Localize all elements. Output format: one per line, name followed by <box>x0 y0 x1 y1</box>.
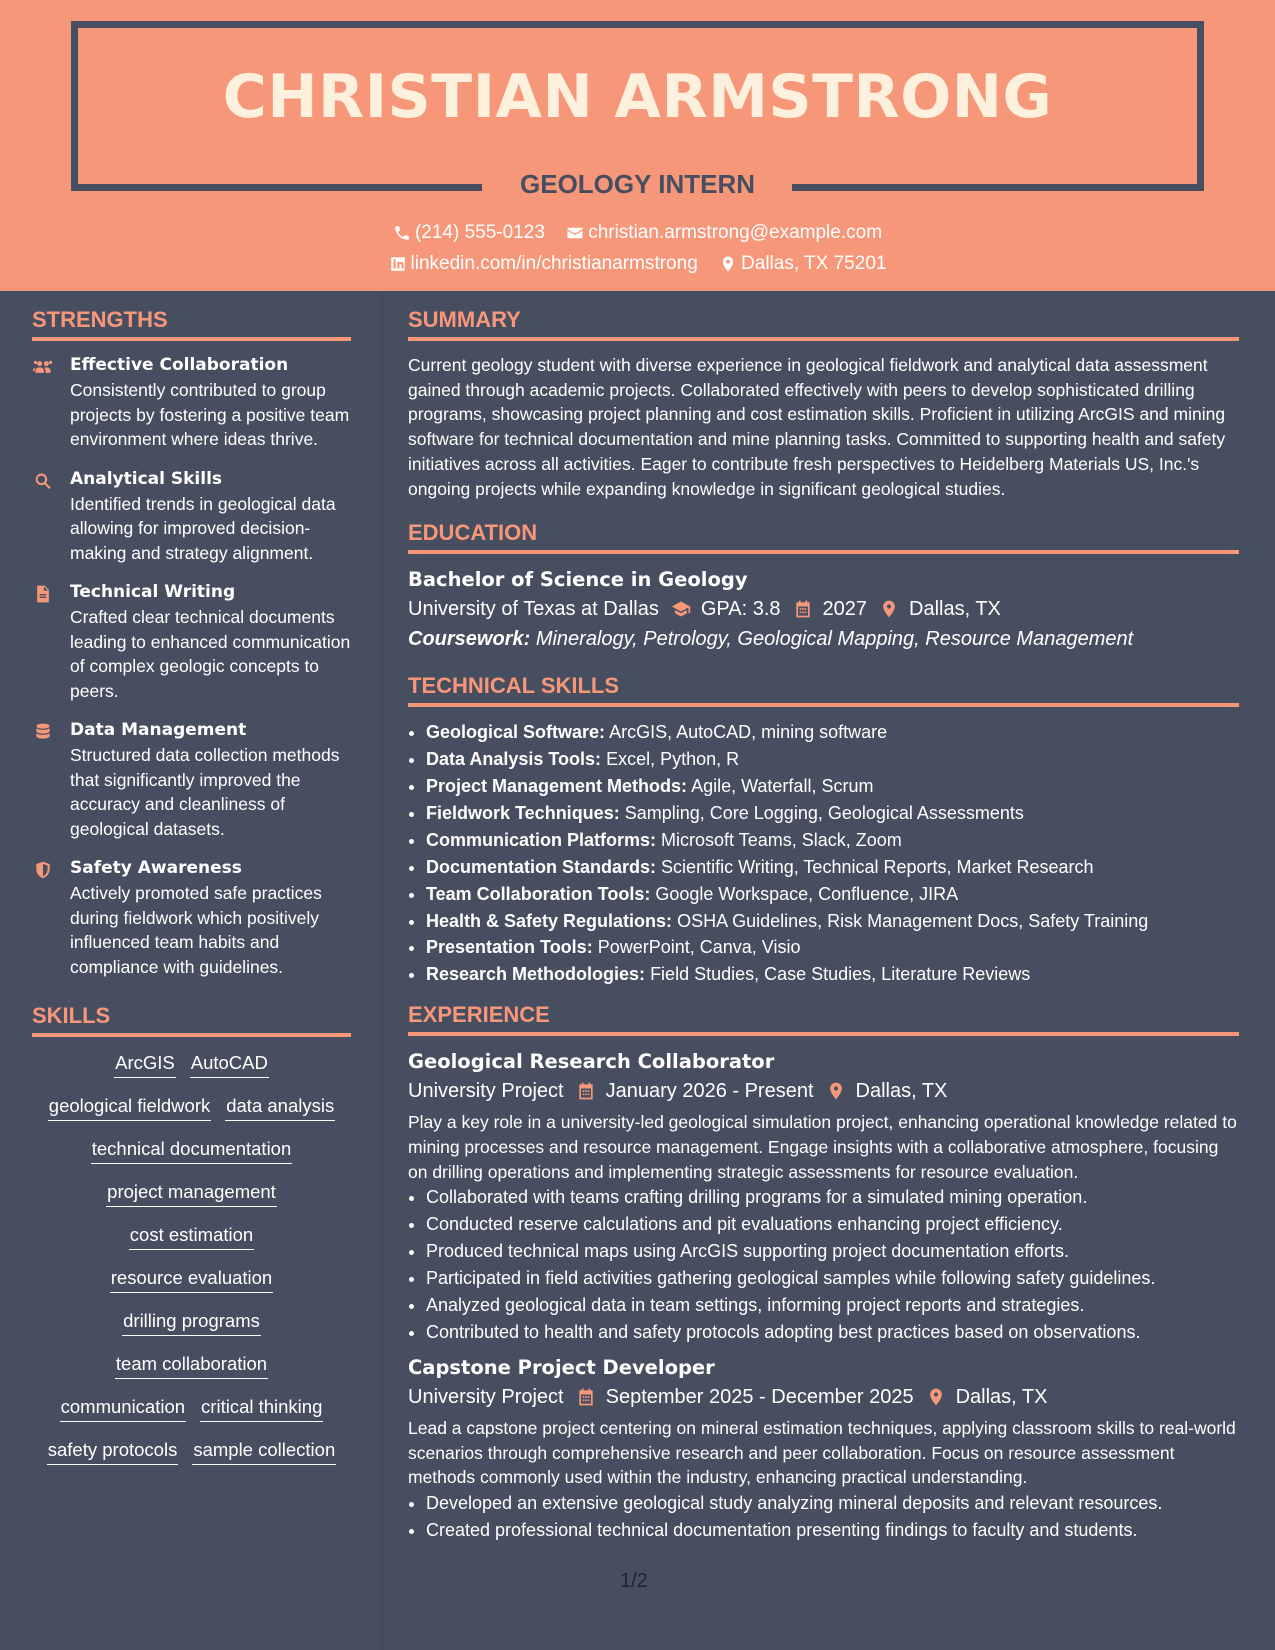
skill-row <box>32 1221 351 1250</box>
strength-body <box>70 718 351 841</box>
skill-row <box>32 1135 351 1164</box>
skill-tag: cost estimation <box>129 1221 254 1250</box>
technical-skill-value: Scientific Writing, Technical Reports, Market Research <box>661 856 1094 877</box>
strength-body <box>70 353 351 452</box>
job-bullet: • Analyzed geological data in team settings, informing project reports and strategies. <box>426 1292 1239 1319</box>
skill-row <box>32 1264 351 1293</box>
right-column <box>408 305 1239 1544</box>
calendar-icon <box>576 1081 596 1101</box>
map-pin-icon <box>719 255 737 273</box>
job-bullet: • Developed an extensive geological study analyzing mineral deposits and relevant resources. <box>426 1490 1239 1517</box>
experience-entry <box>408 1048 1239 1346</box>
calendar-icon <box>793 599 813 619</box>
job-location: Dallas, TX <box>955 1385 1048 1408</box>
job-title: Capstone Project Developer <box>408 1355 715 1379</box>
education-location: Dallas, TX <box>909 598 1001 621</box>
strength-item <box>32 467 351 566</box>
job-dates: January 2026 - Present <box>605 1080 814 1103</box>
coursework <box>408 624 1239 654</box>
technical-skill-label: Health & Safety Regulations: <box>426 910 673 931</box>
strength-icon-wrap <box>32 580 70 703</box>
technical-skill-label: Documentation Standards: <box>426 856 657 877</box>
coursework-label: Coursework: <box>408 628 531 651</box>
strengths-heading: STRENGTHS <box>32 305 351 341</box>
strength-description: Identified trends in geological data allowing for improved decision-making and strategy alignment. <box>70 493 336 563</box>
job-description: Lead a capstone project centering on mineral estimation techniques, applying classroom skills to real-world scenarios through comprehensive research and peer collaboration. Focus on resource assessment methods commonly used within the industry, enhancing practical understanding. <box>408 1417 1236 1488</box>
technical-skill-value: Google Workspace, Confluence, JIRA <box>655 883 959 904</box>
technical-skill-value: ArcGIS, AutoCAD, mining software <box>609 722 888 743</box>
skill-tag: data analysis <box>225 1092 335 1121</box>
skill-tag: AutoCAD <box>190 1049 269 1078</box>
strength-title: Analytical Skills <box>70 468 223 489</box>
technical-skill-value: Excel, Python, R <box>606 749 740 770</box>
gpa-text: GPA: 3.8 <box>700 598 781 621</box>
skill-row <box>32 1092 351 1121</box>
map-pin-icon <box>926 1387 946 1407</box>
job-dates: September 2025 - December 2025 <box>605 1385 914 1408</box>
skill-tag: project management <box>106 1178 277 1207</box>
technical-skill-value: PowerPoint, Canva, Visio <box>597 937 801 958</box>
technical-skill-item <box>426 881 1239 908</box>
technical-skill-label: Research Methodologies: <box>426 964 646 985</box>
skill-tag: technical documentation <box>91 1135 293 1164</box>
education-heading: EDUCATION <box>408 518 1239 554</box>
experience-list <box>408 1048 1239 1543</box>
strength-title: Technical Writing <box>70 582 236 602</box>
skill-row <box>32 1178 351 1207</box>
strength-item <box>32 580 351 703</box>
experience-heading: EXPERIENCE <box>408 1000 1239 1036</box>
technical-skill-label: Presentation Tools: <box>426 937 593 958</box>
school-name: University of Texas at Dallas <box>408 598 659 621</box>
technical-skill-label: Team Collaboration Tools: <box>426 883 651 904</box>
technical-skill-value: OSHA Guidelines, Risk Management Docs, Safety Training <box>677 910 1149 931</box>
job-bullet: • Conducted reserve calculations and pit evaluations enhancing project efficiency. <box>426 1211 1239 1238</box>
job-bullet: • Participated in field activities gathering geological samples while following safety guidelines. <box>426 1265 1239 1292</box>
skill-row <box>32 1307 351 1336</box>
strength-description: Crafted clear technical documents leading to enhanced communication of complex geologic concepts to peers. <box>70 607 351 701</box>
technical-skill-item <box>426 961 1239 988</box>
skill-row <box>32 1393 351 1422</box>
degree-title: Bachelor of Science in Geology <box>408 568 748 592</box>
strength-body <box>70 856 351 979</box>
location-contact <box>719 252 886 276</box>
technical-skills-heading: TECHNICAL SKILLS <box>408 671 1239 707</box>
experience-entry <box>408 1354 1239 1544</box>
education-meta <box>408 594 1239 624</box>
graduation-cap-icon <box>671 599 691 619</box>
skill-tag: geological fieldwork <box>48 1092 211 1121</box>
skill-tag: ArcGIS <box>114 1049 176 1078</box>
shield-icon <box>32 860 54 880</box>
skill-row <box>32 1350 351 1379</box>
job-location: Dallas, TX <box>855 1080 948 1103</box>
email-contact[interactable] <box>566 221 882 245</box>
technical-skill-item <box>426 827 1239 854</box>
strength-title: Effective Collaboration <box>70 355 289 375</box>
contact-row-1 <box>0 221 1275 249</box>
strength-item <box>32 718 351 841</box>
phone-contact[interactable] <box>393 221 545 245</box>
technical-skill-item <box>426 908 1239 935</box>
technical-skill-label: Project Management Methods: <box>426 776 688 797</box>
graduation-year: 2027 <box>822 598 868 621</box>
strength-body <box>70 467 351 566</box>
technical-skill-label: Data Analysis Tools: <box>426 749 602 770</box>
technical-skill-label: Geological Software: <box>426 722 606 743</box>
technical-skill-value: Field Studies, Case Studies, Literature Reviews <box>650 964 1031 985</box>
document-icon <box>32 584 54 604</box>
technical-skill-item <box>426 934 1239 961</box>
job-bullets <box>408 1490 1239 1544</box>
job-bullet: • Collaborated with teams crafting drilling programs for a simulated mining operation. <box>426 1184 1239 1211</box>
skill-tag: communication <box>60 1393 186 1422</box>
skill-tag: team collaboration <box>115 1350 268 1379</box>
skills-list <box>32 1049 351 1465</box>
left-column <box>32 305 351 1479</box>
job-bullet: • Produced technical maps using ArcGIS supporting project documentation efforts. <box>426 1238 1239 1265</box>
technical-skills-list <box>408 719 1239 988</box>
strength-icon-wrap <box>32 467 70 566</box>
column-divider <box>382 291 383 1650</box>
job-org: University Project <box>408 1385 564 1408</box>
summary-text: Current geology student with diverse experience in geological fieldwork and analytical data assessment gained through academic projects. Collaborated effectively with peers to develop sophisticated drilling programs, showcasing project planning and cost estimation skills. Proficient in utilizing ArcGIS and mining software for technical documentation and mine planning tasks. Committed to supporting health and safety initiatives across all activities. Eager to contribute fresh perspectives to Heidelberg Materials US, Inc.'s ongoing projects while expanding knowledge in significant geological studies. <box>408 355 1226 499</box>
linkedin-contact[interactable] <box>389 252 698 276</box>
job-meta <box>408 1076 1239 1106</box>
technical-skill-item <box>426 773 1239 800</box>
database-icon <box>32 722 54 742</box>
technical-skill-item <box>426 746 1239 773</box>
strength-icon-wrap <box>32 353 70 452</box>
job-title: GEOLOGY INTERN <box>520 169 755 199</box>
map-pin-icon <box>826 1081 846 1101</box>
strength-title: Safety Awareness <box>70 858 242 878</box>
envelope-icon <box>566 224 584 242</box>
summary-heading: SUMMARY <box>408 305 1239 341</box>
job-org: University Project <box>408 1080 564 1103</box>
technical-skill-item <box>426 719 1239 746</box>
job-bullet: • Created professional technical documentation presenting findings to faculty and students. <box>426 1517 1239 1544</box>
strength-icon-wrap <box>32 856 70 979</box>
phone-icon <box>393 224 411 242</box>
skill-tag: sample collection <box>192 1436 336 1465</box>
linkedin-text: linkedin.com/in/christianarmstrong <box>410 253 698 274</box>
job-description: Play a key role in a university-led geological simulation project, enhancing operational knowledge related to mining processes and resource management. Engage insights with a collaborative atmosphere, focusing on drilling operations and implementing strategic assessments for resource evaluation. <box>408 1112 1237 1182</box>
header <box>0 0 1275 291</box>
users-icon <box>32 357 54 377</box>
calendar-icon <box>576 1387 596 1407</box>
job-bullets <box>408 1184 1239 1345</box>
coursework-text: Mineralogy, Petrology, Geological Mapping, Resource Management <box>535 628 1134 651</box>
strength-title: Data Management <box>70 720 247 740</box>
linkedin-icon <box>389 255 407 273</box>
strength-icon-wrap <box>32 718 70 841</box>
email-text: christian.armstrong@example.com <box>588 222 883 243</box>
skill-row <box>32 1049 351 1078</box>
strength-item <box>32 856 351 979</box>
strength-description: Consistently contributed to group projects by fostering a positive team environment where ideas thrive. <box>70 380 350 449</box>
phone-text: (214) 555-0123 <box>414 222 545 243</box>
skill-tag: safety protocols <box>47 1436 179 1465</box>
technical-skill-value: Sampling, Core Logging, Geological Assessments <box>624 802 1024 823</box>
job-title: Geological Research Collaborator <box>408 1050 775 1074</box>
page-number: 1/2 <box>620 1570 648 1592</box>
skill-tag: drilling programs <box>122 1307 261 1336</box>
technical-skill-label: Communication Platforms: <box>426 829 657 850</box>
contact-row-2 <box>0 252 1275 280</box>
strengths-list <box>32 353 351 979</box>
technical-skill-value: Microsoft Teams, Slack, Zoom <box>661 829 902 850</box>
technical-skill-label: Fieldwork Techniques: <box>426 802 620 823</box>
skills-heading: SKILLS <box>32 1001 351 1037</box>
location-text: Dallas, TX 75201 <box>741 253 887 274</box>
strength-item <box>32 353 351 452</box>
strength-body <box>70 580 351 703</box>
map-pin-icon <box>879 599 899 619</box>
strength-description: Structured data collection methods that significantly improved the accuracy and cleanliness of geological datasets. <box>70 745 340 839</box>
skill-tag: critical thinking <box>200 1393 323 1422</box>
skill-row <box>32 1436 351 1465</box>
strength-description: Actively promoted safe practices during fieldwork which positively influenced team habits and compliance with guidelines. <box>70 883 322 977</box>
job-meta <box>408 1382 1239 1412</box>
technical-skill-item <box>426 800 1239 827</box>
technical-skill-item <box>426 854 1239 881</box>
candidate-name: CHRISTIAN ARMSTRONG <box>222 62 1053 132</box>
search-icon <box>32 471 54 491</box>
technical-skill-value: Agile, Waterfall, Scrum <box>691 776 874 797</box>
job-bullet: • Contributed to health and safety protocols adopting best practices based on observations. <box>426 1319 1239 1346</box>
skill-tag: resource evaluation <box>110 1264 273 1293</box>
